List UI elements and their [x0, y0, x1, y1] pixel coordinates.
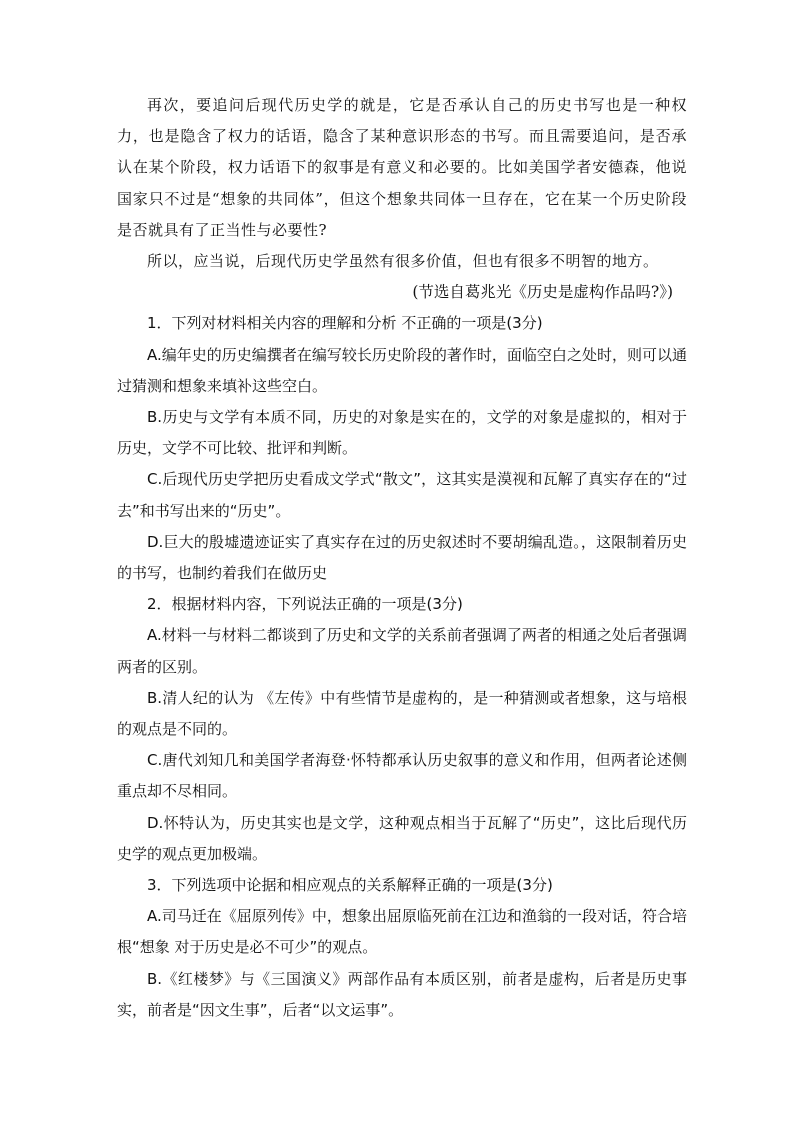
question-3-stem: 3．下列选项中论据和相应观点的关系解释正确的一项是(3分) [147, 876, 553, 895]
question-1-option-a: A.编年史的历史编撰者在编写较长历史阶段的著作时，面临空白之处时，则可以通过猜测和想象来填补这些空白。 [117, 345, 687, 395]
question-3-option-b: B.《红楼梦》与《三国演义》两部作品有本质区别，前者是虚构，后者是历史事实，前者是“因文生事”，后者“以文运事”。 [117, 969, 687, 1019]
question-2-option-b: B.清人纪的认为 《左传》中有些情节是虚构的，是一种猜测或者想象，这与培根的观点是不同的。 [117, 688, 687, 739]
question-2-option-c: C.唐代刘知几和美国学者海登·怀特都承认历史叙事的意义和作用，但两者论述侧重点却不尽相同。 [117, 751, 687, 801]
question-3-option-a: A.司马迁在《屈原列传》中，想象出屈原临死前在江边和渔翁的一段对话，符合培根“想象 对于历史是必不可少”的观点。 [117, 907, 687, 957]
question-1-option-b: B.历史与文学有本质不同，历史的对象是实在的，文学的对象是虚拟的，相对于历史，文学不可比较、批评和判断。 [117, 408, 687, 458]
question-1-stem: 1．下列对材料相关内容的理解和分析 不正确的一项是(3分) [147, 314, 543, 333]
passage-paragraph-2: 所以，应当说，后现代历史学虽然有很多价值，但也有很多不明智的地方。 [147, 252, 659, 271]
question-2-option-a: A.材料一与材料二都谈到了历史和文学的关系前者强调了两者的相通之处后者强调两者的区别。 [117, 626, 687, 676]
passage-paragraph-1: 再次，要追问后现代历史学的就是，它是否承认自己的历史书写也是一种权力，也是隐含了权力的话语，隐含了某种意识形态的书写。而且需要追问，是否承认在某个阶段，权力话语下的叙事是有意义和必要的。比如美国学者安德森，他说国家只不过是“想象的共同体”，但这个想象共同体一旦存在，它在某一个历史阶段是否就具有了正当性与必要性? [117, 96, 687, 239]
question-2-option-d: D.怀特认为，历史其实也是文学，这种观点相当于瓦解了“历史”，这比后现代历史学的观点更加极端。 [117, 813, 687, 863]
document-page [117, 90, 687, 1026]
question-1-option-d: D.巨大的殷墟遗迹证实了真实存在过的历史叙述时不要胡编乱造。，这限制着历史的书写，也制约着我们在做历史 [117, 532, 687, 583]
source-citation: (节选自葛兆光《历史是虚构作品吗?》) [412, 283, 673, 302]
question-1-option-c: C.后现代历史学把历史看成文学式“散文”，这其实是漠视和瓦解了真实存在的“过去”和书写出来的“历史”。 [117, 470, 687, 520]
question-2-stem: 2．根据材料内容，下列说法正确的一项是(3分) [147, 595, 463, 614]
